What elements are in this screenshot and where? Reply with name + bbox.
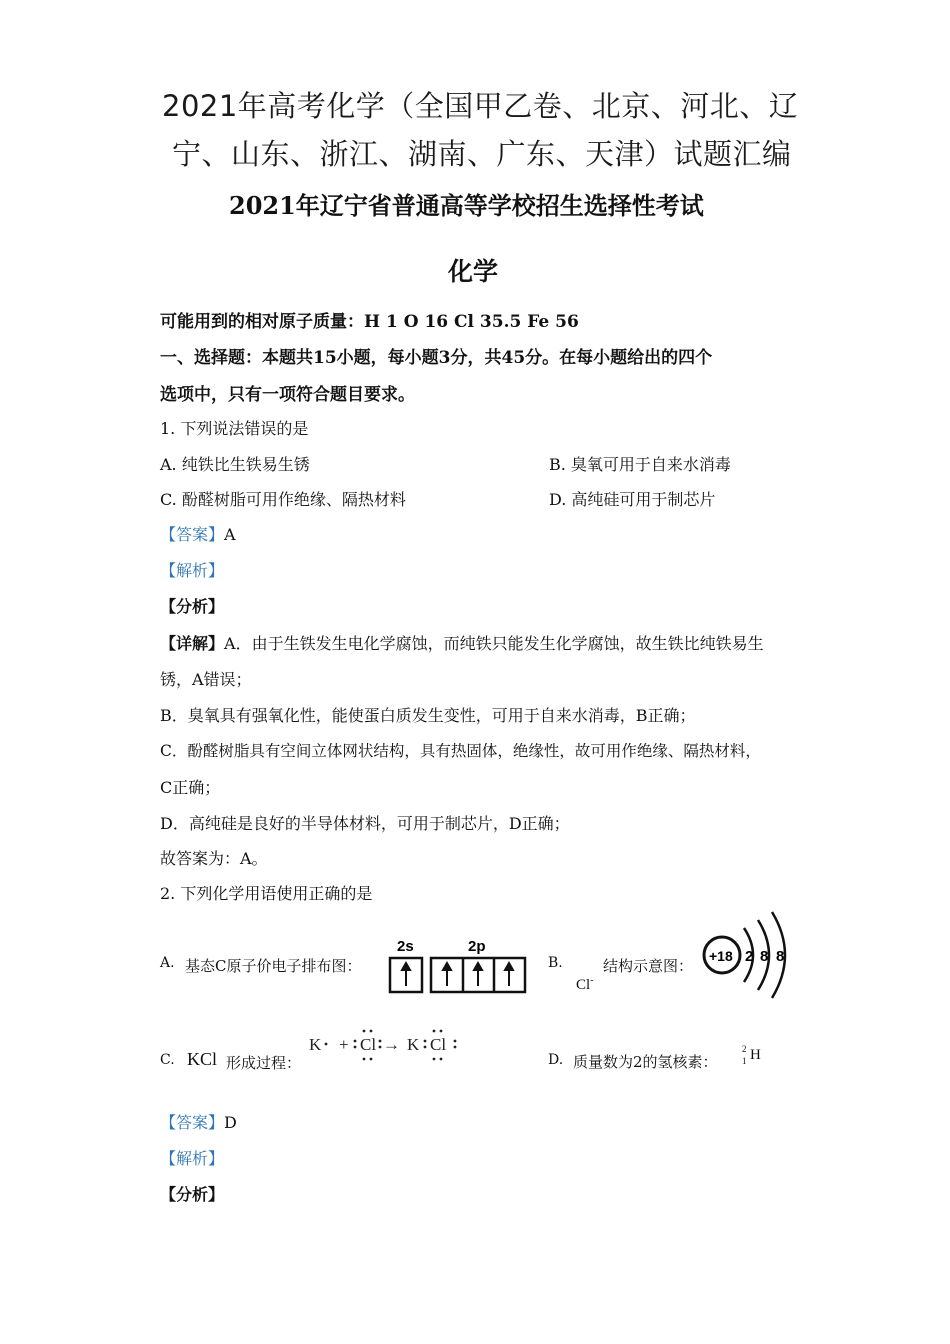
orbital-2p-label: 2p	[468, 938, 486, 955]
k-atom: K	[309, 1035, 322, 1054]
nuclide-mass-number: 2	[742, 1044, 747, 1054]
orbital-2s-label: 2s	[397, 938, 414, 955]
q1-detail-b: B．臭氧具有强氧化性，能使蛋白质发生变性，可用于自来水消毒，B正确；	[160, 706, 696, 725]
q1-option-d: D. 高纯硅可用于制芯片	[549, 490, 716, 509]
q2-option-c-label: C.	[160, 1052, 175, 1068]
q1-detail-a: A．由于生铁发生电化学腐蚀，而纯铁只能发生化学腐蚀，故生铁比纯铁易生	[224, 634, 764, 653]
q1-stem: 1. 下列说法错误的是	[160, 419, 309, 438]
shell-1-electrons: 2	[745, 948, 754, 965]
cl-atom: Cl	[360, 1035, 377, 1054]
nuclide-symbol: H	[750, 1047, 761, 1063]
cl-product: Cl	[430, 1035, 447, 1054]
k-product: K	[407, 1035, 420, 1054]
shell-2-electrons: 8	[760, 948, 769, 965]
q1-detail-tag: 【详解】	[160, 634, 225, 653]
doc-title-line-2: 宁、山东、浙江、湖南、广东、天津）试题汇编	[172, 137, 792, 171]
q2-option-d-label: D.	[548, 1052, 564, 1068]
plus-sign: +	[339, 1035, 349, 1054]
q2-answer-tag: 【答案】	[160, 1113, 225, 1132]
q2-option-c-formula: KCl	[187, 1049, 218, 1069]
q1-detail-c-cont: C正确；	[160, 778, 221, 797]
q1-option-c: C. 酚醛树脂可用作绝缘、隔热材料	[160, 490, 406, 509]
q1-answer-value: A	[224, 525, 236, 544]
atomic-structure-diagram	[700, 906, 795, 1001]
q2-analysis-tag: 【解析】	[160, 1149, 225, 1168]
hydrogen-nuclide	[740, 1044, 770, 1074]
q2-option-b-label: B.	[548, 955, 563, 971]
q2-stem: 2. 下列化学用语使用正确的是	[160, 884, 373, 903]
shell-3-electrons: 8	[776, 948, 785, 965]
nucleus-charge: +18	[709, 948, 733, 964]
q2-option-d-text: 质量数为2的氢核素：	[573, 1053, 718, 1071]
q2-option-a-label: A.	[160, 955, 175, 971]
section-heading-line-1: 一、选择题：本题共15小题，每小题3分，共45分。在每小题给出的四个	[160, 348, 713, 368]
reaction-arrow: →	[383, 1035, 400, 1054]
q2-fenxi-tag: 【分析】	[160, 1185, 225, 1204]
electron-dot-process	[305, 1026, 465, 1066]
q1-answer-tag: 【答案】	[160, 525, 225, 544]
q1-detail-line-1	[160, 631, 764, 654]
subject-title: 化学	[448, 257, 499, 286]
q1-conclusion: 故答案为：A。	[160, 849, 268, 868]
q2-answer-value: D	[224, 1113, 237, 1132]
q2-option-a-text: 基态C原子价电子排布图：	[185, 957, 362, 975]
q1-detail-c: C．酚醛树脂具有空间立体网状结构，具有热固体，绝缘性，故可用作绝缘、隔热材料，	[160, 742, 761, 760]
q1-answer-line	[160, 522, 236, 545]
orbital-diagram	[385, 936, 530, 996]
q2-option-b-text: 结构示意图：	[603, 957, 694, 975]
q1-detail-a-cont: 锈，A错误；	[160, 670, 252, 689]
atomic-masses: 可能用到的相对原子质量：H 1 O 16 Cl 35.5 Fe 56	[160, 312, 579, 332]
nuclide-atomic-number: 1	[742, 1056, 747, 1066]
doc-title-line-1: 2021年高考化学（全国甲乙卷、北京、河北、辽	[162, 89, 799, 123]
q2-option-b-ion: Cl-	[576, 975, 594, 993]
q1-option-b: B. 臭氧可用于自来水消毒	[549, 455, 731, 474]
q1-fenxi-tag: 【分析】	[160, 597, 225, 616]
q1-option-a: A. 纯铁比生铁易生锈	[160, 455, 310, 474]
q2-option-c-text: 形成过程：	[226, 1054, 302, 1072]
q1-detail-d: D．高纯硅是良好的半导体材料，可用于制芯片，D正确；	[160, 814, 570, 833]
exam-title: 2021年辽宁省普通高等学校招生选择性考试	[229, 191, 704, 220]
section-heading-line-2: 选项中，只有一项符合题目要求。	[160, 385, 415, 405]
q1-analysis-tag: 【解析】	[160, 561, 225, 580]
q2-answer-line	[160, 1110, 237, 1133]
